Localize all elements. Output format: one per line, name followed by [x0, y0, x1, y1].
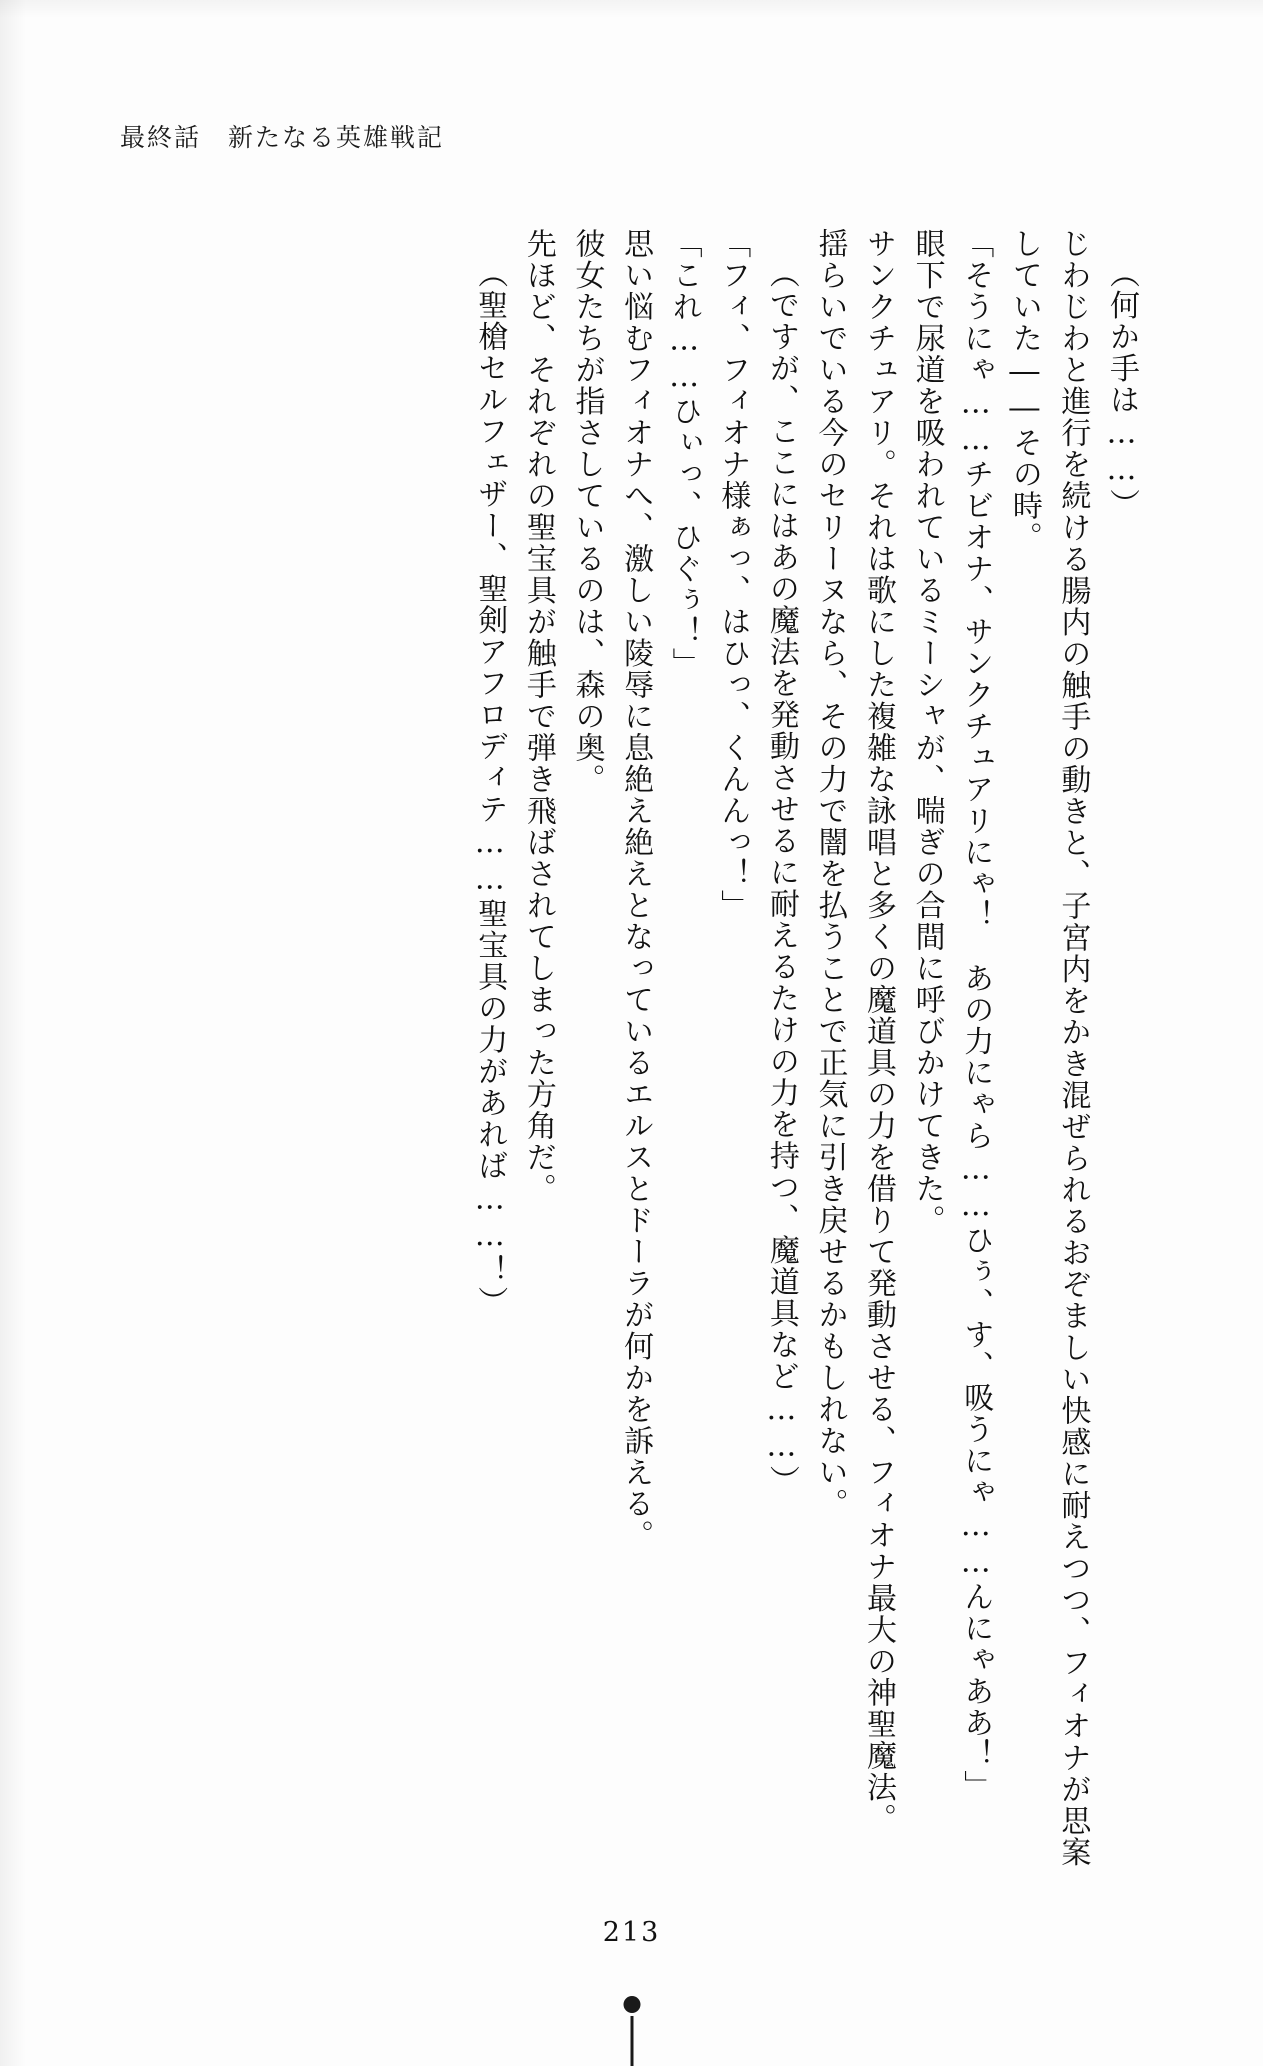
page-number: 213 [602, 1917, 661, 1948]
paragraph: （ですが、ここにはあの魔法を発動させるに耐えるたけの力を持つ、魔道具など……） [763, 258, 799, 1497]
paragraph: 彼女たちが指さしているのは、森の奥。 [569, 228, 605, 795]
paragraph: 「これ……ひぃっ、ひぐぅ！」 [666, 228, 702, 679]
chapter-running-header: 最終話 新たなる英雄戦記 [120, 123, 445, 152]
binding-dot-icon [623, 1996, 640, 2013]
page-edge-shading-top [0, 0, 1263, 18]
binding-stem-icon [630, 2016, 633, 2066]
paragraph: 眼下で尿道を吸われているミーシャが、喘ぎの合間に呼びかけてきた。 [909, 228, 945, 1236]
page-edge-shading-left [0, 0, 26, 2066]
paragraph: 「フィ、フィオナ様ぁっ、はひっ、くんんっ！」 [715, 228, 751, 921]
paragraph: （聖槍セルフェザー、聖剣アフロディテ……聖宝具の力があれば……！） [472, 258, 508, 1318]
paragraph: サンクチュアリ。それは歌にした複雑な詠唱と多くの魔道具の力を借りて発動させる、フィオナ最大の神聖魔法。 [861, 228, 897, 1835]
vertical-body-text [115, 228, 1145, 1868]
binding-mark-icon [622, 1996, 642, 2066]
paragraph: じわじわと進行を続ける腸内の触手の動きと、子宮内をかき混ぜられるおぞましい快感に耐えつつ、フィオナが思案していた――その時。 [1006, 228, 1091, 1868]
paragraph: 揺らいでいる今のセリーヌなら、その力で闇を払うことで正気に引き戻せるかもしれない。 [812, 228, 848, 1520]
paragraph: 「そうにゃ……チビオナ、サンクチュアリにゃ！ あの力にゃら……ひぅ、す、吸うにゃ……んにゃああ！」 [958, 228, 994, 1802]
paragraph: 先ほど、それぞれの聖宝具が触手で弾き飛ばされてしまった方角だ。 [520, 228, 556, 1205]
paragraph: （何か手は……） [1104, 258, 1139, 520]
paragraph: 思い悩むフィオナへ、激しい陵辱に息絶え絶えとなっているエルスとドーラが何かを訴える。 [618, 228, 654, 1551]
